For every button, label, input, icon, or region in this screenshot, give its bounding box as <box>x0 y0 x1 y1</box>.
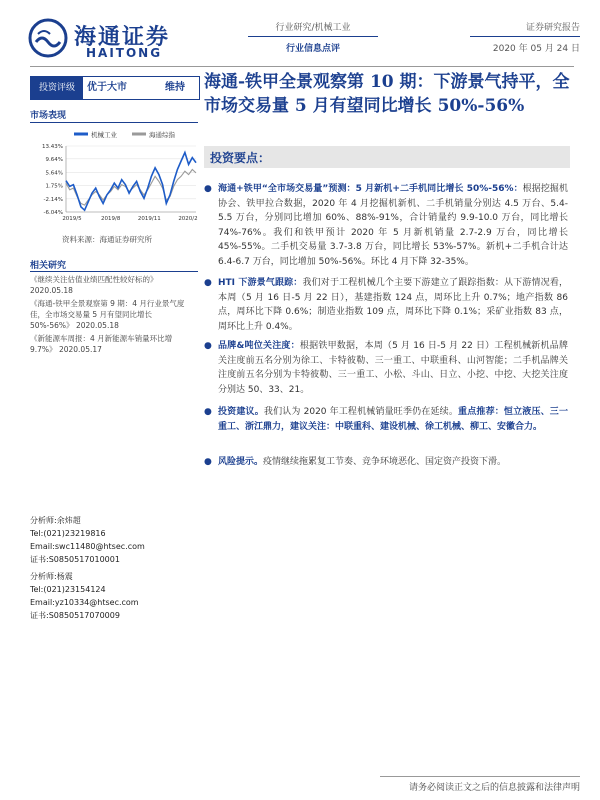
point-lead: 投资建议。 <box>218 407 264 417</box>
footer-rule <box>380 776 580 777</box>
analyst-cert: 证书:S0850517010001 <box>30 555 120 564</box>
header-divider-right <box>470 36 580 37</box>
bullet-icon: ● <box>204 278 212 288</box>
report-title: 海通-铁甲全景观察第 10 期：下游景气持平，全市场交易量 5 月有望同比增长 50%-56% <box>204 72 570 116</box>
point-body: 根据挖掘机协会、铁甲拉合数据，2020 年 4 月挖掘机新机、二手机销量分别达 4.5 万台、5.4-5.5 万台，分别同比增加 60%、88%-91%，合计销量约 9.9-10.0 万台，同比增长 74%-76%。我们和铁甲预计 2020 年 5 月新机销量 2.7-2.9 万台，同比增长 45%-55%。二手机交易量 3.7-3.8 万台，同比增长 53%-57%。新机+二手机合计达 6.4-6.7 万台，同比增加 50%-56%。环比 4 月下降 32-35%。 <box>218 184 568 267</box>
bullet-icon: ● <box>204 407 212 417</box>
report-category: 行业研究/机械工业 <box>275 23 351 33</box>
key-points-bar <box>204 146 570 168</box>
logo-chinese: 海通证券 <box>74 24 171 50</box>
rating-label: 投资评级 <box>31 77 83 99</box>
analyst-tel: Tel:(021)23154124 <box>30 585 106 594</box>
related-item[interactable]: 《海通-铁甲全景观察第 9 期：4 月行业景气度佳，全市场交易量 5 月有望同比增长 50%-56%》 2020.05.18 <box>30 299 185 330</box>
related-list <box>30 274 195 355</box>
report-date: 2020 年 05 月 24 日 <box>492 44 580 54</box>
rating-status: 维持 <box>165 82 185 93</box>
related-section-title: 相关研究 <box>30 261 67 271</box>
analyst-name: 分析师:杨震 <box>30 572 73 581</box>
related-item[interactable]: 《新能源车周报：4 月新能源车销量环比增 9.7%》 2020.05.17 <box>30 334 173 354</box>
y-tick-label: 13.43% <box>42 144 63 150</box>
haitong-logo-icon <box>28 18 68 58</box>
point-downstream <box>218 276 568 334</box>
point-body-pre: 我们认为 2020 年工程机械销量旺季仍在延续。 <box>263 407 459 417</box>
y-tick-label: 9.64% <box>45 156 63 163</box>
point-brand <box>218 339 568 397</box>
analyst-2 <box>30 570 139 622</box>
bullet-icon: ● <box>204 184 212 194</box>
analyst-name: 分析师:余炜超 <box>30 516 81 525</box>
report-subtype: 行业信息点评 <box>285 44 340 54</box>
header-divider <box>248 36 378 37</box>
point-body: 根据铁甲数据，本周（5 月 16 日-5 月 22 日）工程机械新机品牌关注度前五名分别为徐工、卡特彼勒、三一重工、中联重科、山河智能；二手机品牌关注度前五名分别为卡特彼勒、三一重工、小松、斗山、日立、小挖、中挖、大挖关注度分别达 50、33、21。 <box>218 341 568 395</box>
bullet-icon: ● <box>204 341 212 351</box>
report-type: 证券研究报告 <box>525 23 580 33</box>
point-investment <box>218 405 568 434</box>
point-lead: 风险提示。 <box>218 457 264 467</box>
market-section-title: 市场表现 <box>30 111 67 121</box>
point-lead: 海通+铁甲“全市场交易量”预测：5 月新机+二手机同比增长 50%-56%： <box>218 184 523 194</box>
analyst-cert: 证书:S0850517070009 <box>30 611 120 620</box>
legend-label: 海通综指 <box>149 131 175 139</box>
analyst-email[interactable]: Email:swc11480@htsec.com <box>30 542 145 551</box>
rating-value: 优于大市 <box>87 82 127 93</box>
logo-english: HAITONG <box>86 46 163 60</box>
bullet-icon: ● <box>204 457 212 467</box>
key-points-label: 投资要点： <box>210 151 271 165</box>
chart-source: 资料来源：海通证券研究所 <box>62 235 152 244</box>
y-tick-label: -2.14% <box>43 196 63 203</box>
header-rule <box>30 66 574 67</box>
analyst-tel: Tel:(021)23219816 <box>30 529 106 538</box>
related-item[interactable]: 《继续关注估值业绩匹配性较好标的》 2020.05.18 <box>30 275 158 295</box>
point-forecast <box>218 182 568 269</box>
company-logo <box>28 18 208 62</box>
market-chart <box>30 126 200 226</box>
rating-box <box>30 76 200 100</box>
analyst-1 <box>30 514 145 566</box>
market-divider <box>30 122 198 123</box>
related-divider <box>30 271 198 272</box>
x-tick-label: 2019/5 <box>62 216 82 222</box>
y-tick-label: -6.04% <box>43 210 63 216</box>
legend-label: 机械工业 <box>91 131 117 139</box>
x-tick-label: 2019/8 <box>100 216 121 222</box>
point-lead: 品牌&吨位关注度： <box>218 341 300 351</box>
point-body: 我们对于工程机械几个主要下游建立了跟踪指数：从下游情况看，本周（5 月 16 日-5 月 22 日），基建指数 124 点，周环比上升 0.7%；地产指数 86 点，周环比下降 0.6%；制造业指数 109 点，周环比下降 0.1%；采矿业指数 83 点，周环比上升 0.4%。 <box>218 278 568 332</box>
analyst-email[interactable]: Email:yz10334@htsec.com <box>30 598 139 607</box>
footer-disclaimer[interactable]: 请务必阅读正文之后的信息披露和法律声明 <box>408 783 580 793</box>
x-tick-label: 2020/2 <box>178 216 198 222</box>
point-body: 疫情继续拖累复工节奏、竞争环境恶化、国定资产投资下滑。 <box>263 457 507 467</box>
x-tick-label: 2019/11 <box>137 216 161 222</box>
point-lead: HTI 下游景气跟踪： <box>218 278 303 288</box>
y-tick-label: 5.64% <box>45 170 63 177</box>
point-risk <box>218 455 568 470</box>
y-tick-label: 1.75% <box>45 183 63 190</box>
point-recommendation: 重点推荐：恒立液压、三一重工、浙江鼎力，建议关注：中联重科、建设机械、徐工机械、柳工、安徽合力。 <box>218 407 568 432</box>
